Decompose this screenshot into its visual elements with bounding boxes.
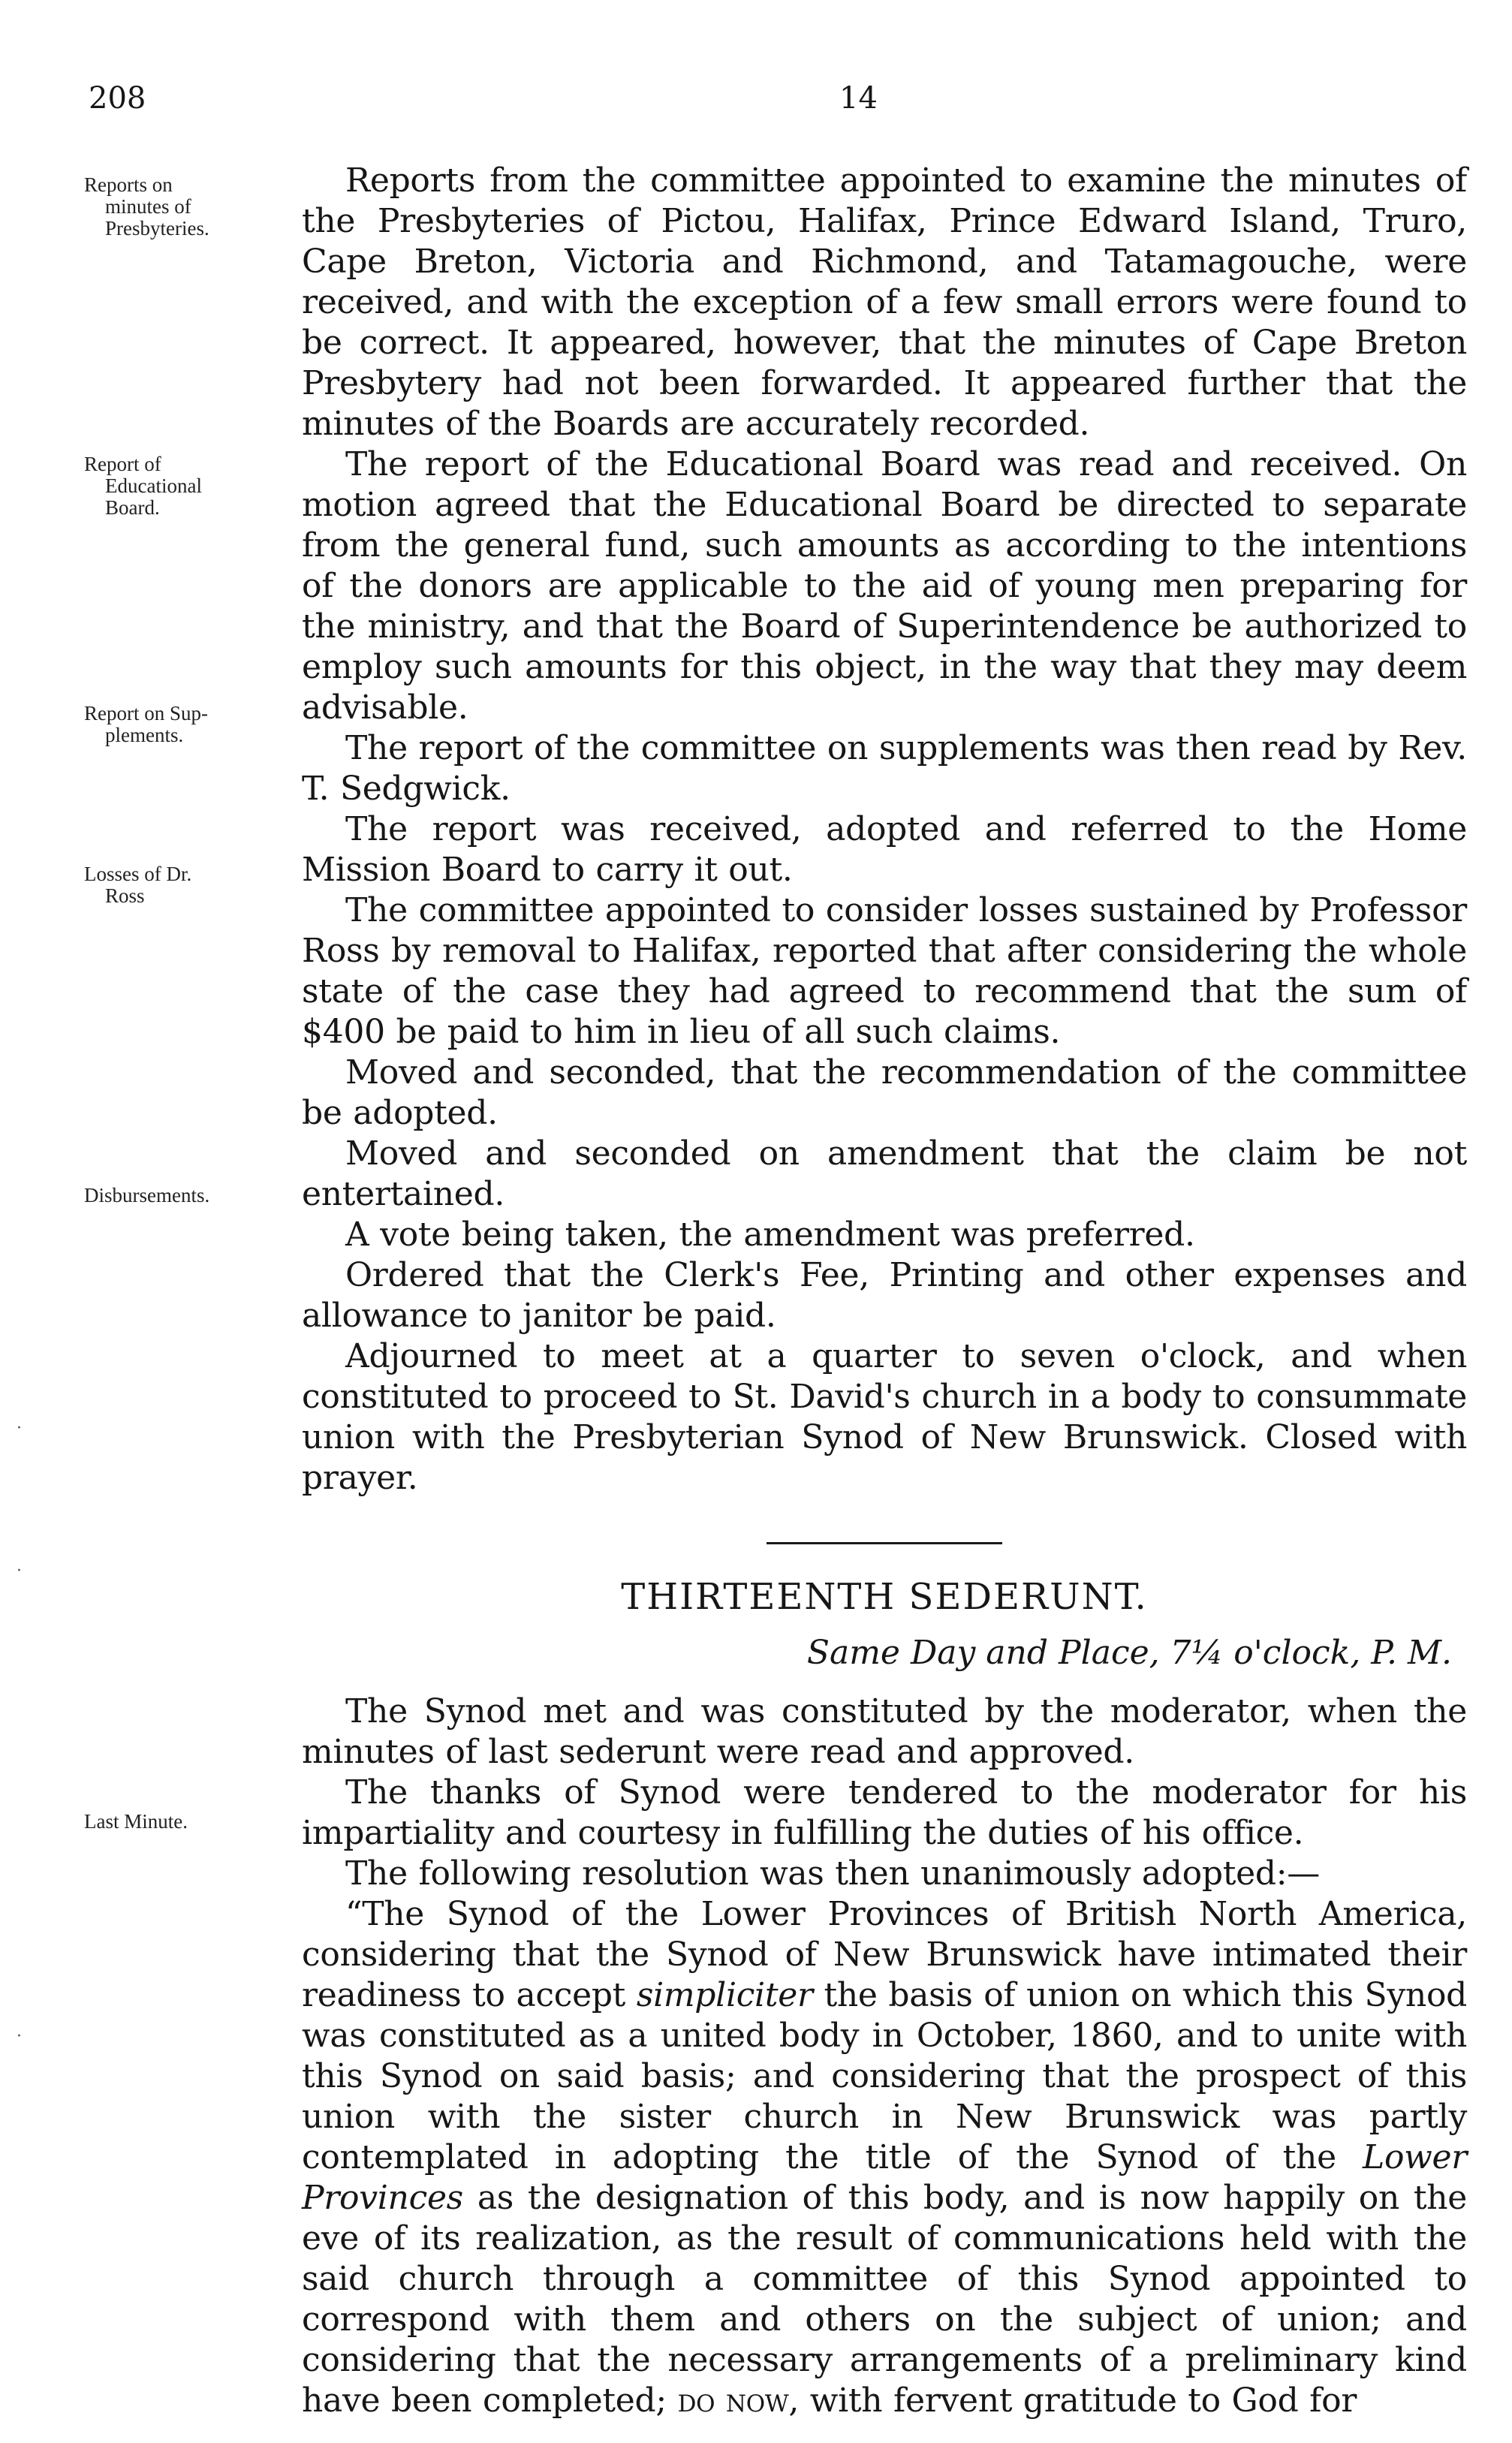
margin-note-line: Board. (105, 496, 160, 519)
paragraph-disbursements: Ordered that the Clerk's Fee, Printing and other expenses and allowance to janitor be paid. (302, 1256, 1467, 1335)
margin-note-line: Report on Sup- (84, 702, 208, 724)
margin-note-supplements (84, 703, 302, 746)
margin-note-last-minute (84, 1811, 302, 1833)
section-divider (767, 1542, 1002, 1544)
paragraph-reports-on-minutes: Reports from the committee appointed to examine the minutes of the Presbyteries of Pictou, Halifax, Prince Edward Island, Truro, Cape Breton, Victoria and Richmond, and Tatamagouche, were received, and with the exception of a few small errors were found to be correct. It appeared, however, that the minutes of Cape Breton Presbytery had not been forwarded. It appeared further that the minutes of the Boards are accurately recorded. (302, 161, 1467, 443)
margin-note-line: Presbyteries. (105, 217, 209, 239)
main-text (302, 161, 1467, 2421)
margin-note-line: Last Minute. (84, 1810, 188, 1833)
page-number-center: 14 (839, 81, 878, 116)
paragraph-vote: A vote being taken, the amendment was preferred. (345, 1215, 1195, 1254)
scan-mark: · (17, 2027, 22, 2046)
page-number-left: 208 (89, 81, 146, 116)
margin-note-disbursements (84, 1185, 302, 1206)
paragraph-losses-of-dr-ross: The committee appointed to consider losses sustained by Professor Ross by removal to Halifax, reported that after considering the whole state of the case they had agreed to recommend that the sum of $400 be paid to him in lieu of all such claims. (302, 891, 1467, 1051)
margin-note-losses-of-dr-ross (84, 863, 302, 907)
margin-note-line: Reports on (84, 173, 173, 196)
paragraph-resolution: “The Synod of the Lower Provinces of British North America, considering that the Synod of New Brunswick have intimated their readiness to accept simpliciter the basis of union on which this Synod was constituted as a united body in October, 1860, and to unite with this Synod on said basis; and considering that the prospect of this union with the sister church in New Brunswick was partly contemplated in adopting the title of the Synod of the Lower Provinces as the designation of this body, and is now happily on the eve of its realization, as the result of communications held with the said church through a committee of this Synod appointed to correspond with them and others on the subject of union; and considering that the necessary arrangements of a preliminary kind have been completed; do now, with fervent gratitude to God for (302, 1895, 1468, 2420)
paragraph-amendment: Moved and seconded on amendment that the claim be not entertained. (302, 1134, 1467, 1213)
paragraph-synod-met: The Synod met and was constituted by the moderator, when the minutes of last sederunt were read and approved. (302, 1692, 1467, 1771)
scan-mark: · (17, 1562, 22, 1580)
margin-note-line: minutes of (105, 195, 191, 218)
paragraph-thanks: The thanks of Synod were tendered to the moderator for his impartiality and courtesy in fulfilling the duties of his office. (302, 1773, 1467, 1852)
running-header (0, 81, 1512, 126)
section-title: THIRTEENTH SEDERUNT. (621, 1576, 1148, 1618)
paragraph-motion: Moved and seconded, that the recommendation of the committee be adopted. (302, 1053, 1467, 1132)
paragraph-resolution-intro: The following resolution was then unanimously adopted:— (345, 1854, 1320, 1893)
section-dateline: Same Day and Place, 7¼ o'clock, P. M. (806, 1634, 1452, 1672)
margin-note-line: Ross (105, 884, 145, 907)
margin-note-line: Losses of Dr. (84, 863, 192, 885)
margin-note-line: plements. (105, 724, 184, 746)
paragraph-educational-board: The report of the Educational Board was read and received. On motion agreed that the Educational Board be directed to separate from the general fund, such amounts as according to the intentions of the donors are applicable to the aid of young men preparing for the ministry, and that the Board of Superintendence be authorized to employ such amounts for this object, in the way that they may deem advisable. (302, 445, 1467, 727)
scan-mark: · (17, 1419, 22, 1438)
paragraph-supplements-adopted: The report was received, adopted and referred to the Home Mission Board to carry it out. (302, 810, 1467, 889)
paragraph-adjourned: Adjourned to meet at a quarter to seven o'clock, and when constituted to proceed to St. David's church in a body to consummate union with the Presbyterian Synod of New Brunswick. Closed with prayer. (302, 1337, 1467, 1497)
margin-note-line: Disbursements. (84, 1184, 210, 1206)
margin-note-educational-board (84, 453, 302, 519)
margin-note-reports-on-minutes (84, 174, 302, 239)
paragraph-supplements: The report of the committee on supplements was then read by Rev. T. Sedgwick. (302, 729, 1467, 808)
margin-note-line: Report of (84, 453, 161, 475)
margin-note-line: Educational (105, 474, 202, 497)
